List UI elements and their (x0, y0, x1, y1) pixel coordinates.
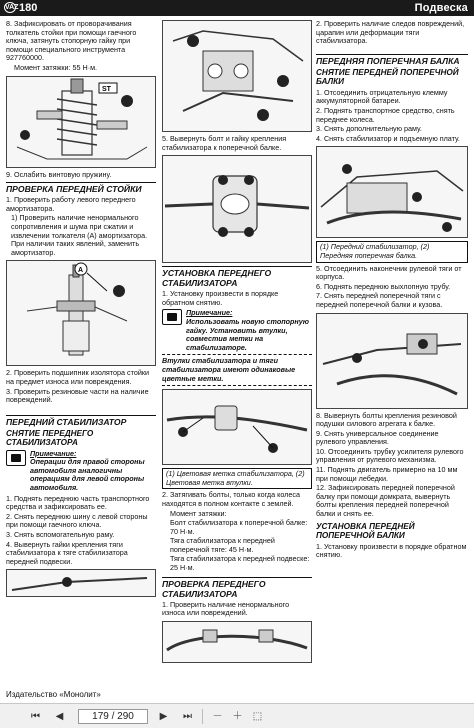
next-page-icon[interactable]: ▶ (159, 711, 168, 722)
torque-text: Тяга стабилизатора к передней подвеске: 25 Н·м. (170, 554, 310, 573)
step-text: 5. Вывернуть болт и гайку крепления стабилизатора к поперечной балке. (162, 134, 287, 152)
zoom-out-icon[interactable]: － (212, 711, 223, 722)
note-text: Установить втулки, совместив метки на стабилизаторе. (186, 325, 288, 352)
figure-stabilizer-bracket (162, 20, 312, 132)
figure-caption: (1) Цветовая метка стабилизатора, (2) Цветовая метка втулки. (162, 468, 312, 489)
step-text: 12. Зафиксировать передней поперечной балку при помощи домкрата, вывернуть болты крепления передней поперечной балки и снять ее. (316, 483, 455, 519)
note-block (162, 309, 312, 352)
page-number-input[interactable]: 179 / 290 (78, 709, 148, 724)
torque-text: Болт стабилизатора к поперечной балке: 70 Н·м. (170, 518, 308, 536)
figure-spring-compressor (6, 76, 156, 168)
step-text: 1. Проверить наличие ненормального износа или повреждений. (162, 599, 290, 618)
toolbar-divider (202, 709, 203, 724)
first-page-icon[interactable]: ⏮ (31, 711, 40, 722)
figure-color-marks (162, 389, 312, 465)
note-text: Операции для правой стороны автомобиля аналогичны операциям для левой стороны автомобиля. (30, 457, 145, 493)
note-text: Использовать новую стопорную гайку. (186, 316, 309, 335)
section-heading: ПРОВЕРКА ПЕРЕДНЕГО СТАБИЛИЗАТОРА (162, 577, 312, 599)
section-title: Подвеска (414, 2, 468, 14)
torque-title: Момент затяжки: (170, 508, 227, 518)
subsection-heading: СНЯТИЕ ПЕРЕДНЕЙ ПОПЕРЕЧНОЙ БАЛКИ (316, 67, 459, 87)
torque-text: Момент затяжки: 55 Н·м. (14, 62, 98, 72)
note-icon (6, 450, 26, 466)
zoom-in-icon[interactable]: ＋ (232, 711, 243, 722)
step-text: 9. Ослабить винтовую пружину. (6, 169, 112, 179)
step-text: 1. Проверить работу левого переднего амортизатора. (6, 195, 136, 213)
step-text: 2. Снять переднюю шину с левой стороны при помощи гаечного ключа. (6, 511, 148, 530)
note-title: Примечание: (30, 448, 77, 458)
note-block (6, 450, 156, 493)
figure-caption: (1) Передний стабилизатор, (2) Передняя поперечная балка. (316, 241, 468, 262)
section-heading: ПЕРЕДНИЙ СТАБИЛИЗАТОР (6, 415, 156, 427)
step-text: 3. Снять дополнительную раму. (316, 124, 422, 134)
step-text: 2. Проверить наличие следов повреждений, царапин или деформации тяги стабилизатора. (316, 19, 465, 46)
step-text: 4. Вывернуть гайки крепления тяги стабилизатора к тяге стабилизатора передней подвески. (6, 539, 128, 566)
step-text: 8. Зафиксировать от проворачивания толкатель стойки при помощи гаечного ключа, затянуть стопорную гайку при помощи специального инструмента 927760000. (6, 19, 137, 63)
figure-stabilizer-bar (162, 621, 312, 663)
subsection-heading: СНЯТИЕ ПЕРЕДНЕГО СТАБИЛИЗАТОРА (6, 428, 94, 448)
step-text: 3. Проверить резиновые части на наличие повреждений. (6, 386, 149, 405)
column-right (316, 20, 468, 561)
step-text: 4. Снять стабилизатор и подъемную плату. (316, 133, 460, 143)
brand-logo-icon: VAZ (5, 4, 19, 11)
last-page-icon[interactable]: ⏭ (183, 711, 192, 722)
column-middle (162, 20, 312, 666)
step-text: 8. Вывернуть болты крепления резиновой подушки силового агрегата к балке. (316, 410, 457, 429)
warning-text: Втулки стабилизатора и тяги стабилизатора имеют одинаковые цветные метки. (162, 354, 312, 386)
figure-front-crossmember (316, 146, 468, 238)
step-text: 1. Поднять переднюю часть транспортного средства и зафиксировать ее. (6, 493, 150, 512)
section-heading: ПРОВЕРКА ПЕРЕДНЕЙ СТОЙКИ (6, 182, 156, 194)
step-text: 9. Снять универсальное соединение рулевого управления. (316, 428, 439, 447)
page-header (0, 0, 474, 16)
figure-stabilizer-link (6, 569, 156, 597)
figure-label: A (78, 267, 84, 275)
publisher-footer: Издательство «Монолит» (6, 690, 101, 699)
step-text: 10. Отсоединить трубку усилителя рулевого управления от рулевого механизма. (316, 446, 464, 465)
figure-strut (6, 260, 156, 366)
step-text: 1) Проверить наличие ненормального сопротивления и шума при сжатии и извлечении толкателя (A) амортизатора. При наличии таких явлений, заменить амортизатор. (11, 213, 148, 257)
viewer-toolbar (0, 703, 474, 728)
note-icon (162, 309, 182, 325)
note-title: Примечание: (186, 308, 233, 318)
step-text: 7. Снять передней поперечной тяги с передней поперечной балки и кузова. (316, 291, 443, 309)
section-heading: УСТАНОВКА ПЕРЕДНЕГО СТАБИЛИЗАТОРА (162, 266, 312, 288)
step-text: 2. Затягивать болты, только когда колеса находятся в полном контакте с землей. (162, 490, 300, 508)
page-number: VAZ180 (5, 2, 38, 14)
step-text: 2. Проверить подшипник изолятора стойки на предмет износа или повреждения. (6, 368, 149, 386)
step-text: 5. Отсоединить наконечник рулевой тяги от корпуса. (316, 263, 462, 282)
step-text: 1. Установку произвести в порядке обратном снятию. (162, 289, 279, 307)
step-text: 1. Отсоединить отрицательную клемму аккумуляторной батареи. (316, 87, 448, 106)
fit-page-icon[interactable]: ⬚ (252, 711, 263, 722)
prev-page-icon[interactable]: ◀ (55, 711, 64, 722)
step-text: 11. Поднять двигатель примерно на 10 мм при помощи лебедки. (316, 465, 458, 483)
step-text: 1. Установку произвести в порядке обратном снятию. (316, 541, 467, 560)
step-text: 3. Снять вспомогательную раму. (6, 530, 115, 540)
column-left (6, 20, 156, 600)
step-text: 6. Поднять переднюю выхлопную трубу. (316, 281, 451, 291)
torque-text: Тяга стабилизатора к передней поперечной тяге: 45 Н·м. (170, 536, 275, 554)
figure-stabilizer-bushing (162, 155, 312, 263)
figure-lateral-rod (316, 313, 468, 409)
step-text: 2. Поднять транспортное средство, снять переднее колеса. (316, 105, 455, 124)
section-heading: ПЕРЕДНЯЯ ПОПЕРЕЧНАЯ БАЛКА (316, 54, 468, 66)
subsection-heading: УСТАНОВКА ПЕРЕДНЕЙ ПОПЕРЕЧНОЙ БАЛКИ (316, 521, 415, 541)
figure-label: ST (102, 85, 111, 93)
